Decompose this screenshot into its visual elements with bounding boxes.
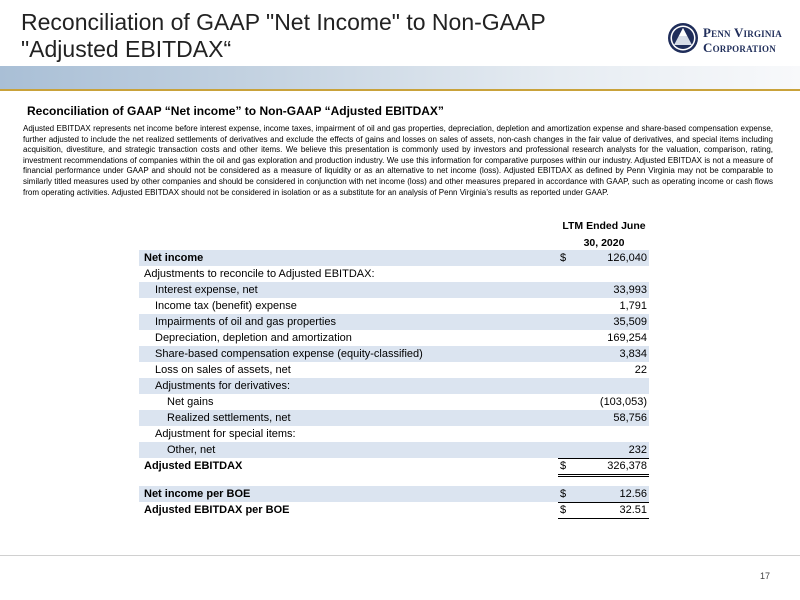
table-row-income-tax bbox=[139, 298, 649, 314]
table-row-adjusted-ebitdax-per-boe bbox=[139, 502, 649, 518]
logo-line-2: Corporation bbox=[703, 40, 776, 55]
table-row-interest-expense bbox=[139, 282, 649, 298]
row-value: 169,254 bbox=[607, 332, 647, 344]
row-label: Adjustments to reconcile to Adjusted EBITDAX: bbox=[144, 268, 375, 280]
row-label: Interest expense, net bbox=[155, 284, 258, 296]
row-value: 35,509 bbox=[613, 316, 647, 328]
row-label: Depreciation, depletion and amortization bbox=[155, 332, 352, 344]
row-label: Net income per BOE bbox=[144, 488, 251, 500]
description-paragraph: Adjusted EBITDAX represents net income before interest expense, income taxes, impairment of oil and gas properties, depreciation, depletion and amortization expense and share-based compensation expense, further adjusted to include the net realized settlements of derivatives and exclude the effects of gains and losses on sales of assets, non-cash changes in the fair value of derivatives, and special items including acquisition, divestiture, and strategic transaction costs and other items. We believe this presentation is commonly used by investors and professional research analysts for the valuation, comparison, rating, investment recommendations of companies within the oil and gas exploration and production industry. We use this information for comparative purposes within our industry. Adjusted EBITDAX is not a measure of financial performance under GAAP and should not be considered as a measure of liquidity or as an alternative to net income (loss). Adjusted EBITDAX as defined by Penn Virginia may not be comparable to similarly titled measures used by other companies and should be considered in conjunction with net income (loss) and other measures prepared in accordance with GAAP, such as operating income or cash flows from operating activities. Adjusted EBITDAX should not be considered in isolation or as a substitute for an analysis of Penn Virginia’s results as reported under GAAP. bbox=[23, 124, 773, 197]
table-row-loss-on-sales bbox=[139, 362, 649, 378]
table-row-share-based-comp bbox=[139, 346, 649, 362]
row-label: Adjusted EBITDAX per BOE bbox=[144, 504, 290, 516]
column-header-line-1: LTM Ended June bbox=[562, 220, 646, 232]
row-value: 22 bbox=[634, 364, 647, 376]
row-value: 32.51 bbox=[619, 504, 647, 516]
row-label: Net income bbox=[144, 252, 204, 264]
row-value: 1,791 bbox=[619, 300, 647, 312]
table-row-net-income-per-boe bbox=[139, 486, 649, 502]
footer-divider bbox=[0, 555, 800, 556]
row-value: 12.56 bbox=[619, 488, 647, 500]
row-label: Other, net bbox=[167, 444, 216, 456]
table-row-impairments bbox=[139, 314, 649, 330]
row-underline bbox=[558, 518, 649, 519]
page-title: Reconciliation of GAAP "Net Income" to Non-GAAP "Adjusted EBITDAX“ bbox=[21, 9, 546, 62]
row-value: 3,834 bbox=[619, 348, 647, 360]
logo-emblem-icon bbox=[667, 22, 699, 54]
header-divider bbox=[0, 89, 800, 91]
dollar-sign: $ bbox=[560, 488, 567, 500]
column-header-line-2: 30, 2020 bbox=[583, 237, 625, 249]
section-subtitle: Reconciliation of GAAP “Net income” to Non-GAAP “Adjusted EBITDAX” bbox=[27, 104, 444, 118]
row-label: Impairments of oil and gas properties bbox=[155, 316, 336, 328]
total-double-underline bbox=[558, 474, 649, 477]
row-label: Adjustments for derivatives: bbox=[155, 380, 291, 392]
column-header bbox=[559, 218, 649, 252]
row-value: (103,053) bbox=[599, 396, 647, 408]
header-banner bbox=[0, 66, 800, 89]
row-label: Loss on sales of assets, net bbox=[155, 364, 291, 376]
row-label: Realized settlements, net bbox=[167, 412, 291, 424]
row-value: 326,378 bbox=[607, 460, 647, 472]
logo-line-1: Penn Virginia bbox=[703, 25, 782, 40]
dollar-sign: $ bbox=[560, 460, 567, 472]
page-number: 17 bbox=[760, 571, 771, 581]
table-row-dda bbox=[139, 330, 649, 346]
company-logo bbox=[667, 22, 791, 58]
row-value: 58,756 bbox=[613, 412, 647, 424]
row-value: 126,040 bbox=[607, 252, 647, 264]
row-value: 33,993 bbox=[613, 284, 647, 296]
table-row-net-gains bbox=[139, 394, 649, 410]
dollar-sign: $ bbox=[560, 504, 567, 516]
table-row-derivatives-header bbox=[139, 378, 649, 394]
table-row-adjusted-ebitdax bbox=[139, 458, 649, 474]
row-value: 232 bbox=[628, 444, 647, 456]
table-row-special-items-header bbox=[139, 426, 649, 442]
table-row-realized-settlements bbox=[139, 410, 649, 426]
row-label: Adjustment for special items: bbox=[155, 428, 296, 440]
row-label: Adjusted EBITDAX bbox=[144, 460, 243, 472]
row-label: Income tax (benefit) expense bbox=[155, 300, 297, 312]
row-label: Net gains bbox=[167, 396, 214, 408]
row-label: Share-based compensation expense (equity-classified) bbox=[155, 348, 423, 360]
table-row-net-income bbox=[139, 250, 649, 266]
table-row-other-net bbox=[139, 442, 649, 458]
dollar-sign: $ bbox=[560, 252, 567, 264]
table-row-adjustments-header bbox=[139, 266, 649, 282]
